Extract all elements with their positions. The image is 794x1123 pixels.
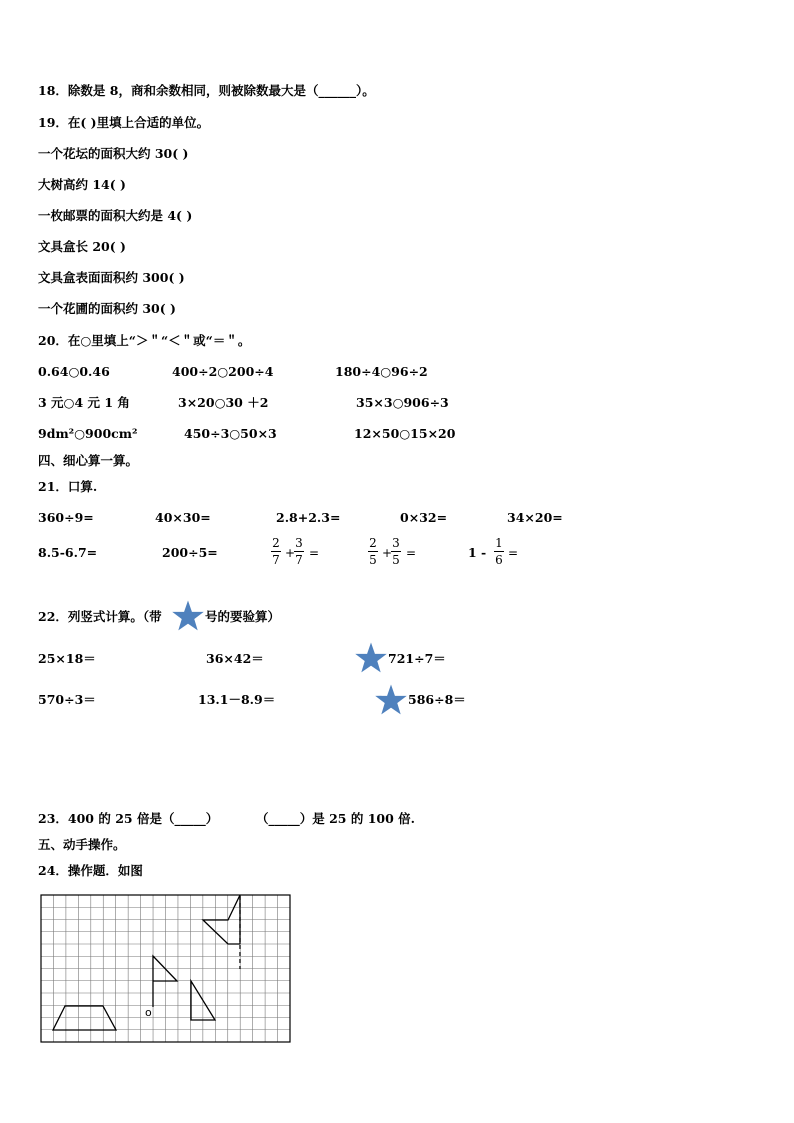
- question-20-title: 20．在○里填上“＞＂“＜＂或“＝＂。: [38, 333, 251, 348]
- question-22-title-end: 号的要验算）: [205, 609, 281, 624]
- fraction-3-7: 3 7: [295, 536, 303, 567]
- question-19-line-1: 一个花坛的面积大约 30( ): [38, 146, 189, 161]
- question-20-item: 12×50○15×20: [354, 426, 456, 441]
- equals-sign: =: [406, 546, 417, 560]
- fraction-2-5: 2 5: [369, 536, 377, 567]
- question-23-part-b: （_____）是 25 的 100 倍.: [256, 811, 415, 826]
- oral-calc-item: 360÷9=: [38, 510, 94, 525]
- star-icon: [376, 686, 406, 716]
- question-24-title: 24．操作题．如图: [38, 863, 143, 878]
- equals-sign: =: [309, 546, 320, 560]
- oral-calc-item: 2.8+2.3=: [276, 510, 341, 525]
- question-19-line-4: 文具盒长 20( ): [38, 239, 126, 254]
- question-20-item: 0.64○0.46: [38, 364, 110, 379]
- question-20-item: 180÷4○96÷2: [335, 364, 428, 379]
- star-shape: [377, 686, 406, 713]
- vertical-calc-item: 570÷3＝: [38, 692, 96, 707]
- question-20-item: 450÷3○50×3: [184, 426, 277, 441]
- question-22-title-start: 22．列竖式计算。（带: [38, 609, 162, 624]
- fraction-1-6: 1 6: [495, 536, 503, 567]
- question-20-item: 3×20○30 ＋2: [178, 395, 269, 410]
- section-5-heading: 五、动手操作。: [38, 837, 126, 852]
- oral-calc-item: 0×32=: [400, 510, 448, 525]
- oral-calc-item: 8.5-6.7=: [38, 545, 98, 560]
- plus-sign: +: [382, 546, 393, 560]
- oral-calc-item: 34×20=: [507, 510, 563, 525]
- question-19-line-5: 文具盒表面面积约 300( ): [38, 270, 185, 285]
- star-shape: [174, 602, 203, 629]
- fraction-2-7: 2 7: [272, 536, 280, 567]
- oral-calc-item: 40×30=: [155, 510, 211, 525]
- question-21-title: 21．口算.: [38, 479, 98, 494]
- vertical-calc-item: 25×18＝: [38, 651, 96, 666]
- equals-sign: =: [508, 546, 519, 560]
- star-icon: [173, 602, 203, 632]
- flag-shape: [153, 956, 177, 1007]
- star-icon: [356, 644, 386, 674]
- question-19-line-3: 一枚邮票的面积大约是 4( ): [38, 208, 193, 223]
- one-minus: 1 -: [468, 545, 487, 560]
- plus-sign: +: [285, 546, 296, 560]
- grid-point-label: o: [145, 1006, 152, 1019]
- vertical-calc-item: 586÷8＝: [408, 692, 466, 707]
- question-18: 18．除数是 8，商和余数相同，则被除数最大是（______）。: [38, 83, 375, 98]
- vertical-calc-item: 36×42＝: [206, 651, 264, 666]
- question-20-item: 3 元○4 元 1 角: [38, 395, 130, 410]
- question-19-line-6: 一个花圃的面积约 30( ): [38, 301, 176, 316]
- star-shape: [357, 644, 386, 671]
- section-4-heading: 四、细心算一算。: [38, 453, 139, 468]
- trapezoid-shape: [53, 1006, 116, 1030]
- question-19-title: 19．在( )里填上合适的单位。: [38, 115, 210, 130]
- question-20-item: 400÷2○200÷4: [172, 364, 274, 379]
- vertical-calc-item: 13.1－8.9＝: [198, 692, 276, 707]
- question-23-part-a: 23．400 的 25 倍是（_____）: [38, 811, 219, 826]
- grid-figure: [40, 894, 292, 1044]
- oral-calc-item: 200÷5=: [162, 545, 218, 560]
- fraction-3-5: 3 5: [392, 536, 400, 567]
- question-20-item: 9dm²○900cm²: [38, 426, 138, 441]
- vertical-calc-item: 721÷7＝: [388, 651, 446, 666]
- question-20-item: 35×3○906÷3: [356, 395, 449, 410]
- question-19-line-2: 大树高约 14( ): [38, 177, 126, 192]
